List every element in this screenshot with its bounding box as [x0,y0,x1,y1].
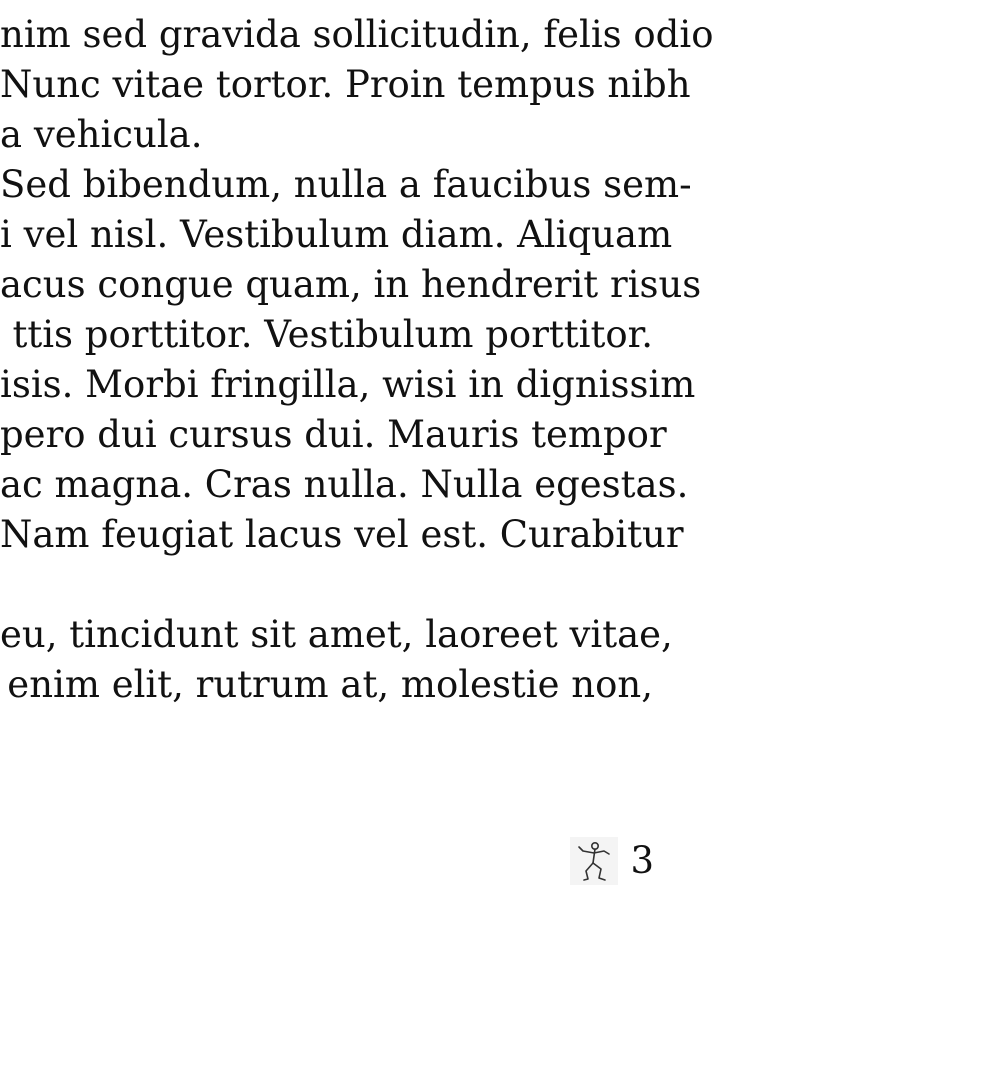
text-line: ac magna. Cras nulla. Nulla egestas. [0,463,689,506]
dancing-figure-icon [570,837,618,885]
text-line: Sed bibendum, nulla a faucibus sem- [0,163,692,206]
page-footer [570,836,654,886]
text-line: acus congue quam, in hendrerit risus [0,263,702,306]
text-line: enim elit, rutrum at, molestie non, [7,663,653,706]
text-line: ttis porttitor. Vestibulum porttitor. [12,313,653,356]
body-text [0,10,714,710]
text-line: eu, tincidunt sit amet, laoreet vitae, [0,613,673,656]
page-number: 3 [630,839,654,882]
paragraph-gap [0,560,653,610]
text-line: a vehicula. [0,113,203,156]
text-line: Nam feugiat lacus vel est. Curabitur [0,513,684,556]
text-line: i vel nisl. Vestibulum diam. Aliquam [0,213,673,256]
text-line: Nunc vitae tortor. Proin tempus nibh [0,63,691,106]
text-line: pero dui cursus dui. Mauris tempor [0,413,667,456]
text-line: nim sed gravida sollicitudin, felis odio [0,13,714,56]
text-line: isis. Morbi fringilla, wisi in dignissim [0,363,696,406]
